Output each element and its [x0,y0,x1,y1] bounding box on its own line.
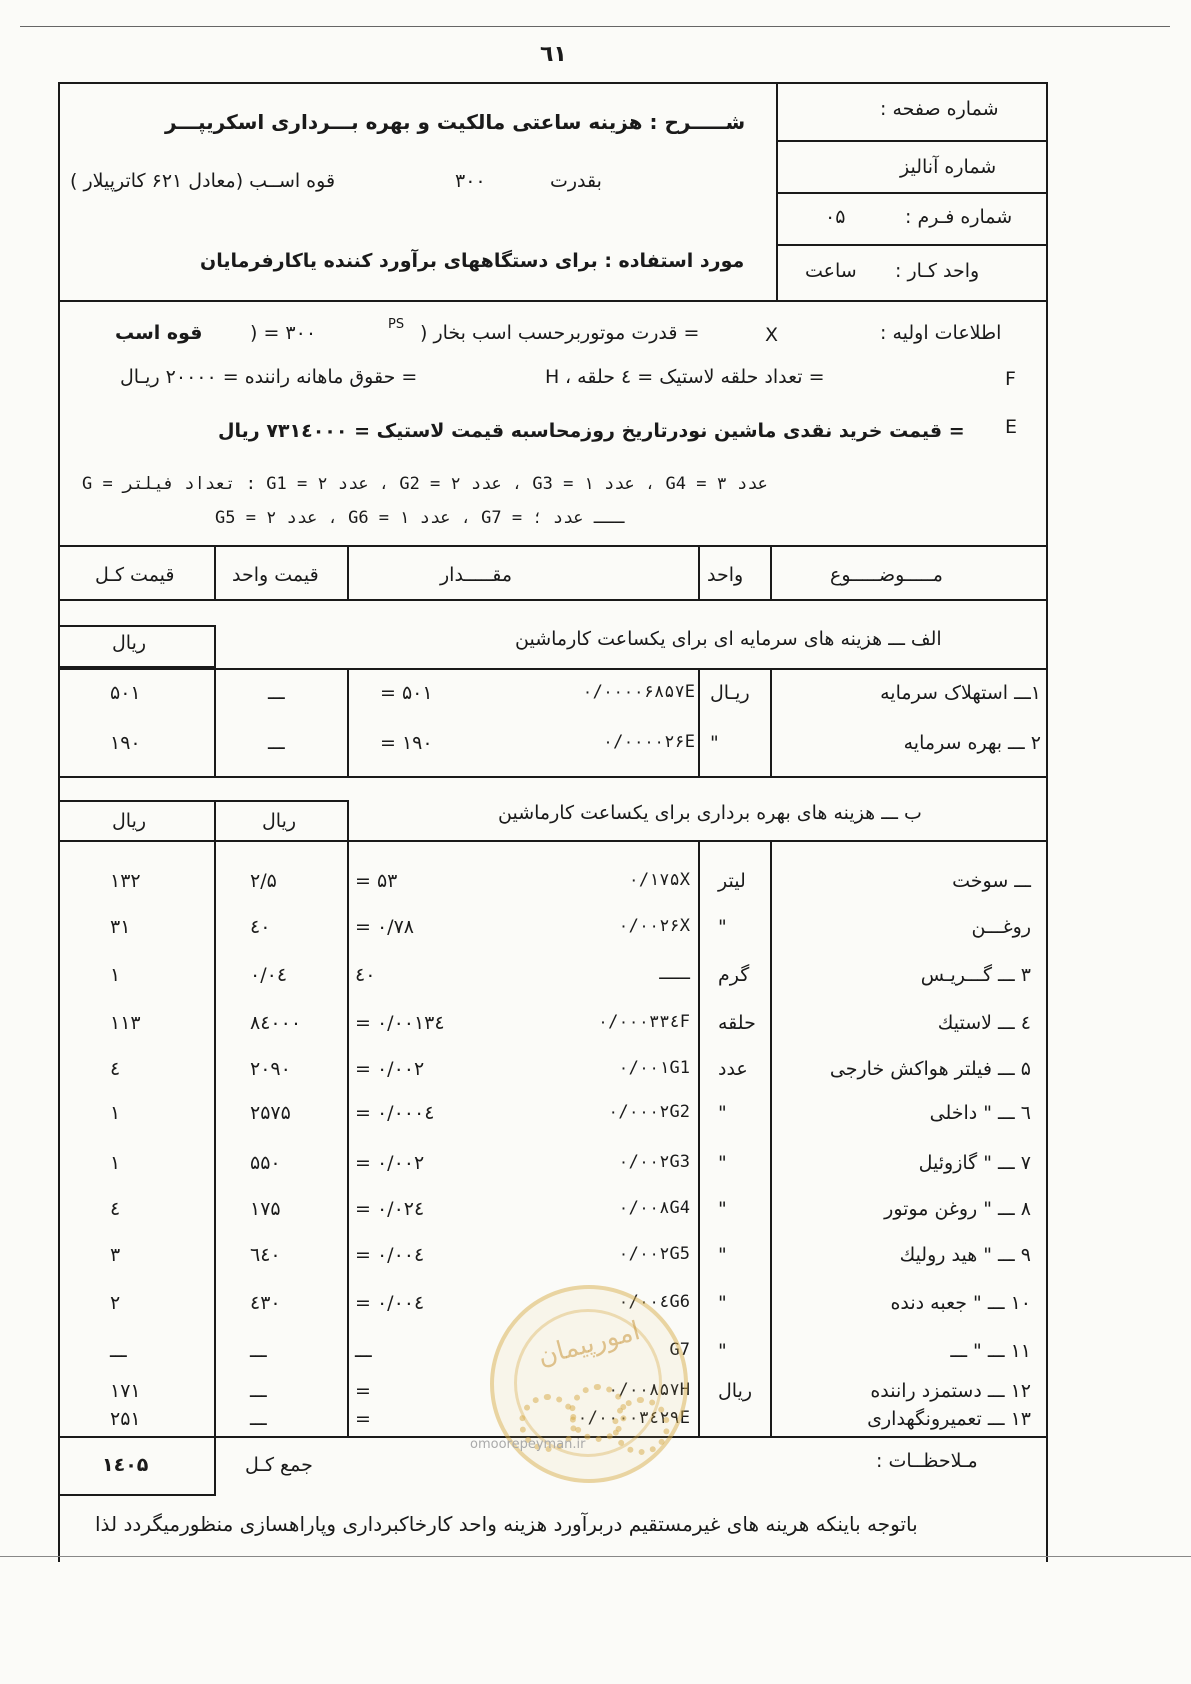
row-unit-price: ٤۰ [250,916,271,938]
f-var: F [1005,368,1016,390]
col-total: قیمت کـل [95,564,175,586]
row-subject: ۹ ـــ " هید رولیك [899,1244,1031,1266]
row-result: = ۰/۰۰٤ [355,1244,425,1266]
row-unit-price: ٤۳۰ [250,1292,281,1314]
row-result: = ۱۹۰ [380,732,433,754]
row-formula: ۰/۰۰۰۰۳٤۲۹E [577,1408,690,1428]
row-unit: حلقه [718,1012,756,1034]
row-unit: " [718,1292,727,1314]
row-formula: ۰/۰۰۲G5 [618,1244,690,1264]
f-h: H [545,366,560,388]
row-unit-price: ـــ [268,732,285,754]
x-desc: = قدرت موتوربرحسب اسب بخار ( [420,322,700,344]
row-subject: ۱۲ ـــ دستمزد راننده [870,1380,1031,1402]
header-title: شـــــرح : هزینه ساعتی مالکیت و بهره بـــرداری اسکریپـــر [165,110,746,134]
row-result: = [355,1408,371,1430]
row-total: ۱۷۱ [110,1380,141,1402]
header-power-value: ۳۰۰ [455,170,486,192]
row-total: ٤ [110,1198,121,1220]
row-unit: " [718,916,727,938]
row-subject: ۱۱ ـــ " ـــ [950,1340,1031,1362]
row-formula: ۰/۰۰۰۳۳٤F [597,1012,690,1032]
section-b-currency-total: ریال [112,810,147,832]
row-unit-price: ۲/۵ [250,870,277,892]
row-result: = ۰/۷۸ [355,916,414,938]
row-total: ۳ [110,1244,121,1266]
x-var: X [765,324,779,346]
col-quantity: مقـــــدار [440,564,513,586]
g-line-2: G5 = ۲ عدد ، G6 = ۱ عدد ، G7 = ـــ عدد ؛ [215,508,625,528]
col-unit: واحد [707,564,744,586]
row-unit-price: ۲۵۷۵ [250,1102,291,1124]
row-formula: ۰/۰۰۱G1 [618,1058,690,1078]
row-total: ۱ [110,1102,121,1124]
grand-total-value: ۱٤۰۵ [102,1454,149,1476]
row-unit-price: ۵۵۰ [250,1152,281,1174]
row-result: = ۵۰۱ [380,682,433,704]
x-rest: ) = ۳۰۰ [250,322,317,344]
header-power-suffix: قوه اســب (معادل ۶۲۱ کاترپیلار ) [70,170,336,192]
g-line-1: G = تعداد فیلتر : G1 = ۲ عدد ، G2 = ۲ عدد ، G3 = ۱ عدد ، G4 = ۳ عدد [82,474,768,494]
row-total: ۱ [110,964,121,986]
row-total: ۱۱۳ [110,1012,141,1034]
row-formula: ـــ [659,964,690,984]
row-subject: ۳ ـــ گـــریـس [920,964,1031,986]
top-rule [20,26,1170,27]
header-power-label: بقدرت [550,170,602,192]
row-total: ـــ [110,1340,127,1362]
section-b-currency-unit: ریال [262,810,297,832]
row-unit: گرم [718,964,750,986]
x-ps: PS [388,317,405,332]
watermark-text: امورپیمان [534,1316,644,1372]
header-usage: مورد استفاده : برای دستگاههای برآورد کننده یاکارفرمایان [200,250,745,272]
row-total: ۱۳۲ [110,870,141,892]
row-unit-price: ۲۰۹۰ [250,1058,291,1080]
x-unit: قوه اسب [115,322,203,344]
row-formula: ۰/۰۰۲G3 [618,1152,690,1172]
row-unit: " [718,1198,727,1220]
row-unit: " [718,1102,727,1124]
e-var: E [1005,416,1018,438]
row-subject: ٦ ـــ " داخلی [929,1102,1031,1124]
row-result: = ۵۳ [355,870,398,892]
row-total: ۲ [110,1292,121,1314]
row-total: ۳۱ [110,916,131,938]
row-result: = ۰/۰۰۲ [355,1152,425,1174]
row-unit-price: ـــ [250,1408,267,1430]
row-total: ۱ [110,1152,121,1174]
page-number: ٦١ [540,42,567,67]
row-formula: ۰/۰۰۲۶X [618,916,690,936]
row-unit: لیتر [718,870,746,892]
e-desc: = قیمت خرید نقدی ماشین نودرتاریخ روزمحاسبه قیمت لاستیک = ۷۳۱٤۰۰۰ ریال [218,420,965,442]
row-result: ٤۰ [355,964,376,986]
row-subject: ۱۰ ـــ " جعبه دنده [890,1292,1031,1314]
row-unit: " [718,1244,727,1266]
watermark-seal [490,1285,688,1483]
row-unit-price: ۸٤۰۰۰ [250,1012,302,1034]
row-unit-price: ـــ [250,1340,267,1362]
col-unit-price: قیمت واحد [232,564,319,586]
row-unit: " [718,1340,727,1362]
row-unit: ریال [718,1380,753,1402]
footer-note: باتوجه باینکه هرینه های غیرمستقیم دربرآورد هزینه واحد کارخاکبرداری وپاراهسازی منظورمیگردد لذا [95,1512,918,1536]
row-result: = [355,1380,371,1402]
row-total: ۵۰۱ [110,682,141,704]
row-total: ٤ [110,1058,121,1080]
row-subject: ۸ ـــ " روغن موتور [884,1198,1031,1220]
row-formula: ۰/۰۰٤G6 [618,1292,690,1312]
row-result: = ۰/۰۰۰٤ [355,1102,435,1124]
row-formula: ۰/۰۰۰۰۲۶E [602,732,695,752]
row-subject: روغـــن [971,916,1031,938]
analysis-no-label: شماره آنالیز [900,156,997,178]
row-subject: ۲ ـــ بهره سرمایه [903,732,1041,754]
form-no-value: ۰۵ [825,206,846,228]
section-a-title: الف ـــ هزینه های سرمایه ای برای یکساعت کارماشین [515,628,942,650]
form-no-label: شماره فـرم : [905,206,1013,228]
page-no-label: شماره صفحه : [880,98,999,120]
row-unit: " [710,732,719,754]
row-unit: " [718,1152,727,1174]
row-formula: ۰/۰۰۸۵۷H [608,1380,690,1400]
row-formula: ۰/۰۰۸G4 [618,1198,690,1218]
row-formula: ۰/۰۰۰۰۶۸۵۷E [582,682,695,702]
row-total: ۱۹۰ [110,732,141,754]
grand-total-label: جمع کـل [245,1454,313,1476]
section-a-currency: ریال [112,632,147,654]
basic-info-label: اطلاعات اولیه : [880,322,1002,344]
remarks-label: مـلاحظــات : [876,1450,978,1472]
bottom-rule [0,1556,1191,1557]
row-subject: ۵ ـــ فیلتر هواکش خارجی [829,1058,1031,1080]
row-subject: ـــ سوخت [952,870,1031,892]
col-subject: مـــــوضـــــوع [830,564,943,586]
row-subject: ۷ ـــ " گازوئیل [918,1152,1031,1174]
row-subject: ۱ـــ استهلاک سرمایه [880,682,1041,704]
row-unit-price: ۰/۰٤ [250,964,288,986]
row-unit-price: ـــ [268,682,285,704]
row-unit-price: ٦٤۰ [250,1244,281,1266]
row-result: = ۰/۰۰۱۳٤ [355,1012,445,1034]
row-unit-price: ۱۷۵ [250,1198,281,1220]
row-result: = ۰/۰۰۲ [355,1058,425,1080]
row-result: = ۰/۰۲٤ [355,1198,425,1220]
section-b-title: ب ـــ هزینه های بهره برداری برای یکساعت کارماشین [498,802,922,824]
row-unit: ریـال [710,682,750,704]
f-rest: = حقوق ماهانه راننده = ۲۰۰۰۰ ریـال [120,366,418,388]
row-formula: ۰/۰۰۰۲G2 [608,1102,690,1122]
row-formula: ۰/۱۷۵X [628,870,690,890]
row-result: = ۰/۰۰٤ [355,1292,425,1314]
row-unit: عدد [718,1058,748,1080]
row-total: ۲۵۱ [110,1408,141,1430]
row-subject: ۱۳ ـــ تعمیرونگهداری [867,1408,1031,1430]
row-formula: G7 [669,1340,690,1360]
f-desc: = تعداد حلقه لاستیک = ٤ حلقه ، [565,366,825,388]
unit-label: واحد کـار : [895,260,980,282]
watermark-site: omoorepeyman.ir [470,1437,586,1452]
row-result: ـــ [355,1340,372,1362]
unit-value: ساعت [805,260,857,282]
row-unit-price: ـــ [250,1380,267,1402]
row-subject: ٤ ـــ لاستیك [937,1012,1031,1034]
